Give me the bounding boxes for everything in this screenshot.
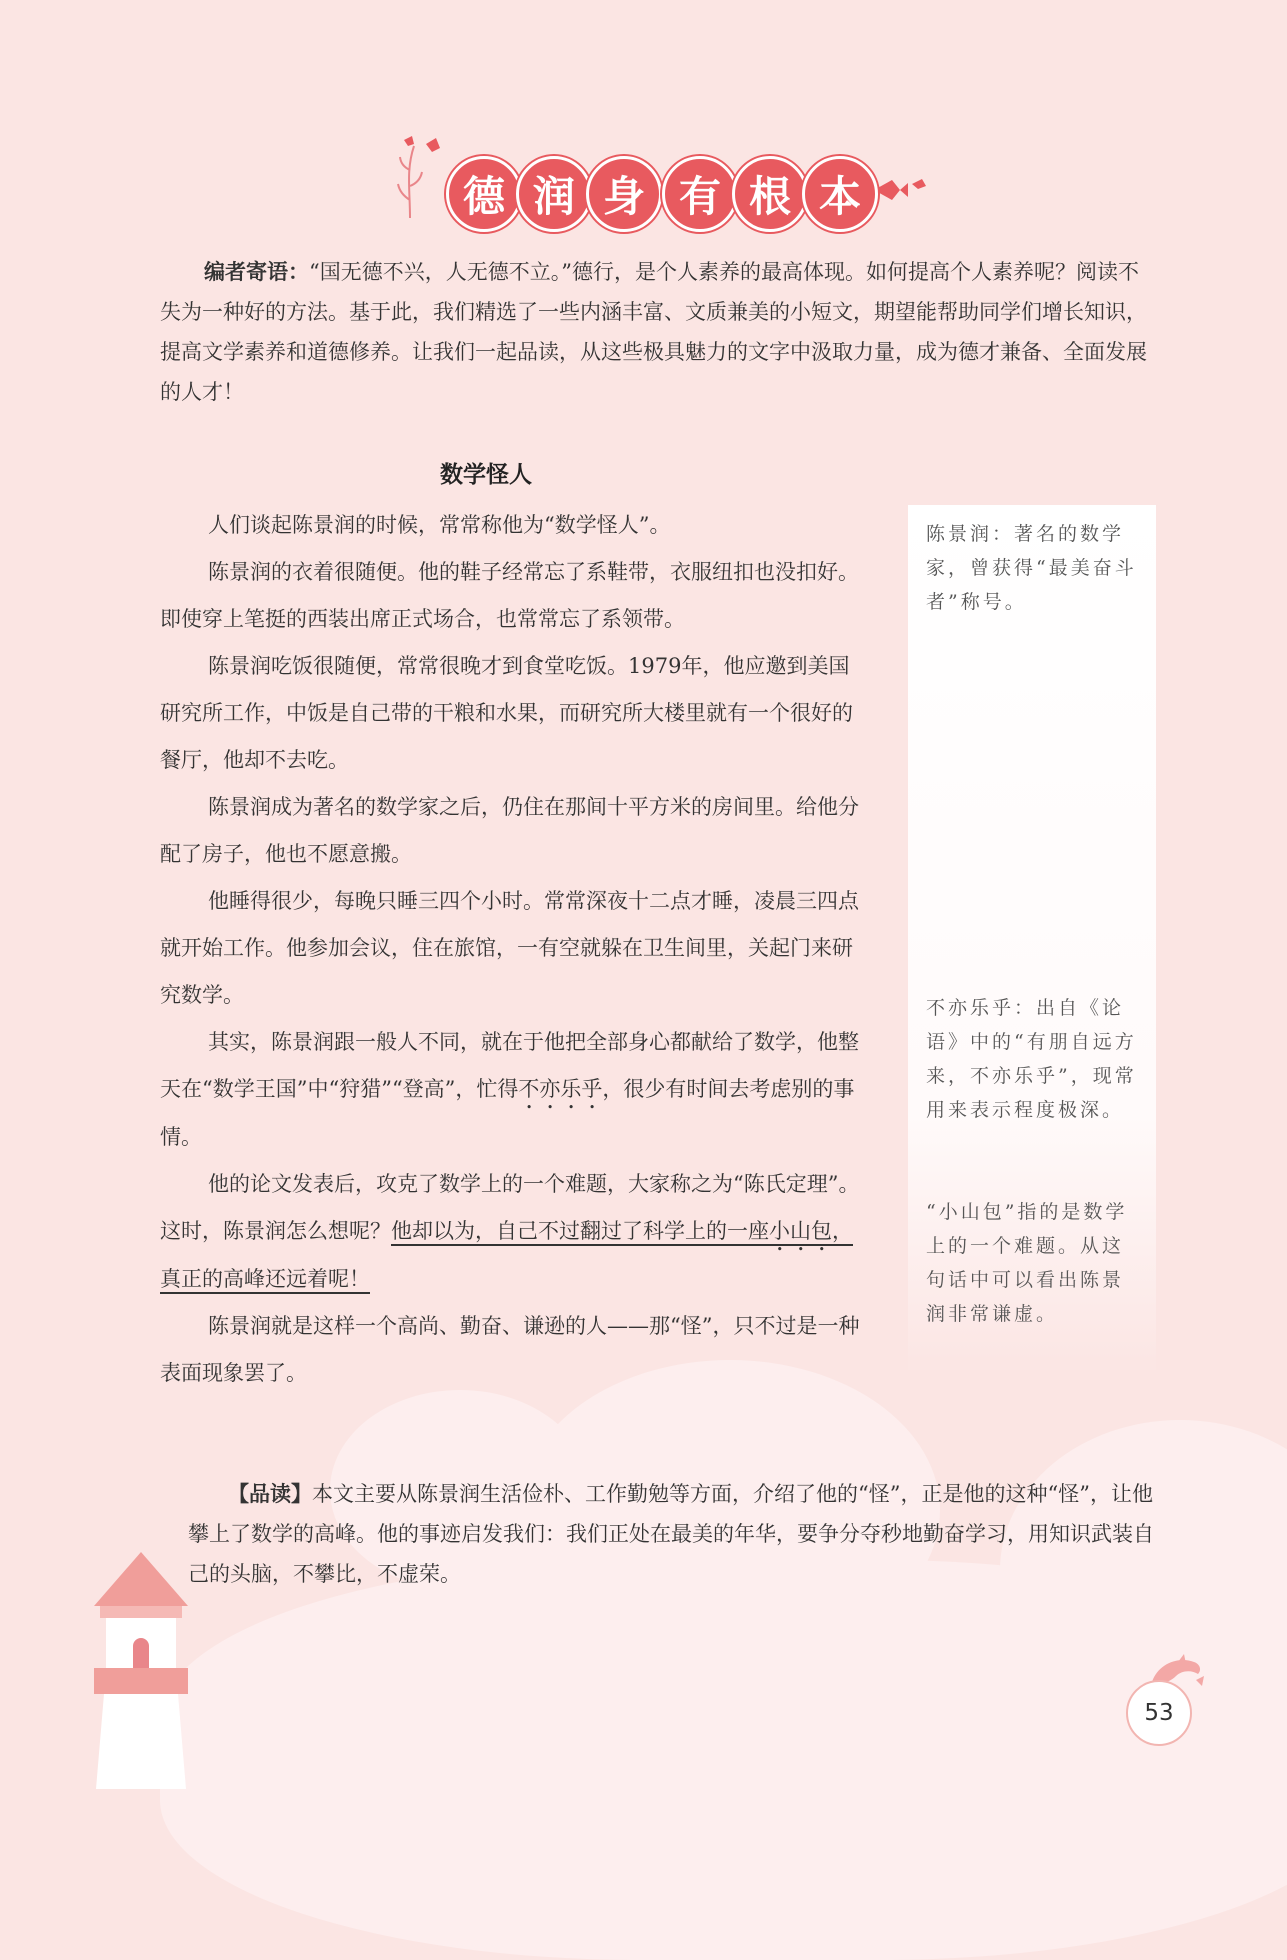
paragraph: 人们谈起陈景润的时候，常常称他为“数学怪人”。	[208, 513, 671, 537]
paragraph: 他睡得很少，每晚只睡三四个小时。常常深夜十二点才睡，凌晨三四点就开始工作。他参加会议，住在旅馆，一有空就躲在卫生间里，关起门来研究数学。	[160, 889, 859, 1007]
article-body	[160, 502, 868, 1397]
side-note: 陈景润：著名的数学家，曾获得“最美奋斗者”称号。	[926, 523, 1137, 613]
section-title	[390, 152, 910, 244]
title-char: 身	[586, 156, 662, 232]
paragraph: 陈景润就是这样一个高尚、勤奋、谦逊的人——那“怪”，只不过是一种表面现象罢了。	[160, 1314, 860, 1385]
title-char: 有	[662, 156, 738, 232]
title-char: 本	[802, 156, 878, 232]
editor-note-label: 编者寄语：	[204, 260, 309, 284]
title-char: 根	[732, 156, 808, 232]
underlined-sentence: 他却以为，自己不过翻过了科学上的一座	[391, 1219, 769, 1243]
paragraph-text: ，很少有时间去考虑别的事情。	[160, 1077, 855, 1149]
title-char: 德	[446, 156, 522, 232]
review-section	[188, 1474, 1162, 1594]
paragraph: 陈景润成为著名的数学家之后，仍住在那间十平方米的房间里。给他分配了房子，他也不愿意搬。	[160, 795, 859, 866]
review-label: 【品读】	[228, 1482, 312, 1506]
article-title: 数学怪人	[440, 462, 532, 488]
emphasized-phrase: 不亦乐乎	[518, 1077, 603, 1101]
paragraph	[160, 1019, 868, 1161]
paragraph: 陈景润的衣着很随便。他的鞋子经常忘了系鞋带，衣服纽扣也没扣好。即使穿上笔挺的西装出席正式场合，也常常忘了系领带。	[160, 560, 859, 631]
side-note: “小山包”指的是数学上的一个难题。从这句话中可以看出陈景润非常谦虚。	[926, 1201, 1128, 1325]
emphasized-phrase: 小山包	[769, 1219, 832, 1243]
editor-note-text: “国无德不兴，人无德不立。”德行，是个人素养的最高体现。如何提高个人素养呢？阅读不失为一种好的方法。基于此，我们精选了一些内涵丰富、文质兼美的小短文，期望能帮助同学们增长知识，提高文学素养和道德修养。让我们一起品读，从这些极具魅力的文字中汲取力量，成为德才兼备、全面发展的人才！	[160, 260, 1147, 404]
page-number: 53	[1126, 1680, 1192, 1746]
side-notes-panel	[908, 505, 1156, 1375]
underlined-sentence: ，真正的高峰还远着呢！	[160, 1219, 853, 1291]
side-note: 不亦乐乎：出自《论语》中的“有朋自远方来，不亦乐乎”，现常用来表示程度极深。	[926, 997, 1137, 1121]
editor-note	[160, 252, 1156, 412]
paragraph	[160, 1161, 868, 1303]
title-group-1	[446, 156, 656, 232]
lighthouse-icon	[86, 1550, 196, 1789]
paragraph-text: 他的论文发表后，攻克了数学上的一个难题，大家称之为“陈氏定理”。这时，陈景润怎么想呢？	[160, 1172, 860, 1243]
background-cloud	[160, 1560, 1287, 1960]
title-group-2	[662, 156, 872, 232]
title-char: 润	[516, 156, 592, 232]
review-text: 本文主要从陈景润生活俭朴、工作勤勉等方面，介绍了他的“怪”，正是他的这种“怪”，让他攀上了数学的高峰。他的事迹启发我们：我们正处在最美的年华，要争分夺秒地勤奋学习，用知识武装自己的头脑，不攀比，不虚荣。	[188, 1482, 1154, 1586]
paragraph-text: 其实，陈景润跟一般人不同，就在于他把全部身心都献给了数学，他整天在“数学王国”中“狩猎”“登高”，忙得	[160, 1030, 859, 1101]
paragraph: 陈景润吃饭很随便，常常很晚才到食堂吃饭。1979年，他应邀到美国研究所工作，中饭是自己带的干粮和水果，而研究所大楼里就有一个很好的餐厅，他却不去吃。	[160, 654, 853, 772]
